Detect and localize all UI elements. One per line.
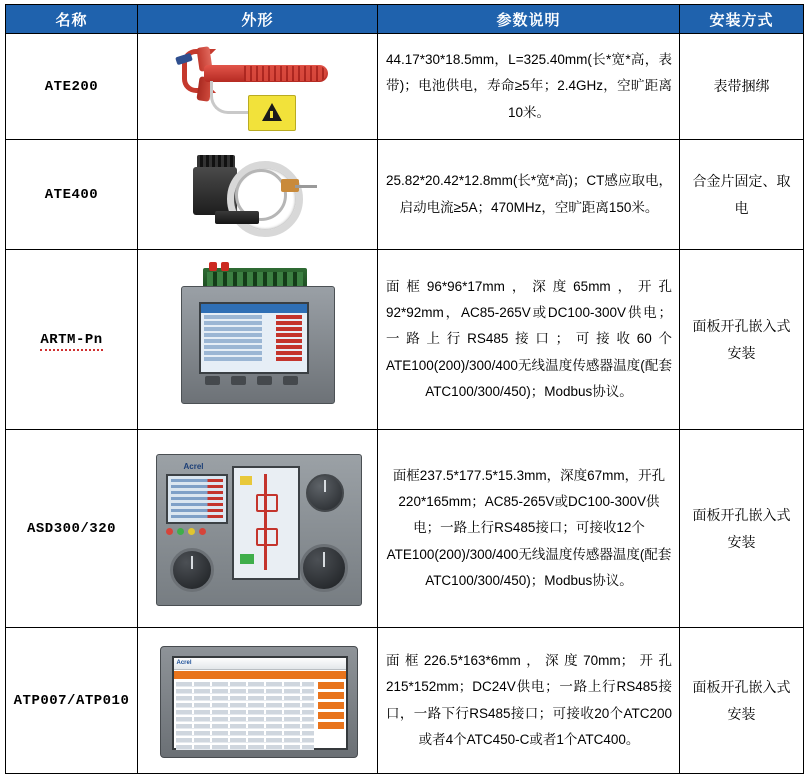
meter-display-rows-shape — [201, 313, 307, 365]
column-header-appearance: 外形 — [138, 5, 378, 34]
hmi-brand-label: Acrel — [176, 660, 192, 666]
product-parameters-cell: 25.82*20.42*12.8mm(长*宽*高)；CT感应取电，启动电流≥5A；470MHz，空旷距离150米。 — [378, 140, 680, 250]
table-header-row — [6, 5, 804, 34]
monitor-selector-knob-top — [306, 474, 344, 512]
brand-label: Acrel — [183, 461, 204, 471]
installation-method-cell: 面板开孔嵌入式安装 — [680, 430, 804, 628]
meter-red-terminal-shape — [209, 262, 217, 271]
meter-red-terminal-shape-2 — [221, 262, 229, 271]
installation-method-cell: 面板开孔嵌入式安装 — [680, 628, 804, 774]
product-image-cell — [138, 140, 378, 250]
product-parameters-cell: 面框226.5*163*6mm，深度70mm；开孔215*152mm；DC24V供电；一路上行RS485接口，一路下行RS485接口；可接收20个ATC200或者4个ATC450-C或者1个ATC400。 — [378, 628, 680, 774]
product-image-cell — [138, 628, 378, 774]
monitor-selector-knob-bottom-left — [170, 548, 214, 592]
table-row — [6, 34, 804, 140]
product-parameters-cell: 44.17*30*18.5mm，L=325.40mm(长*宽*高，表带)；电池供电，寿命≥5年；2.4GHz，空旷距离10米。 — [378, 34, 680, 140]
product-name-text: ATP007/ATP010 — [13, 692, 130, 709]
meter-display-header-shape — [201, 304, 307, 313]
ct-lead-wire-shape — [295, 185, 317, 188]
sensor-ridges-shape — [244, 66, 326, 81]
monitor-indicator-leds-shape — [166, 528, 224, 538]
installation-method-cell: 表带捆绑 — [680, 34, 804, 140]
warning-triangle-icon — [262, 103, 282, 121]
product-name-cell — [6, 34, 138, 140]
column-header-name: 名称 — [6, 5, 138, 34]
meter-display-shape — [199, 302, 309, 374]
table-row — [6, 250, 804, 430]
product-image-cell — [138, 430, 378, 628]
hmi-side-buttons-shape — [316, 680, 346, 748]
table-row — [6, 628, 804, 774]
touch-panel-hmi-image — [152, 640, 364, 762]
hmi-data-grid-shape — [174, 680, 316, 748]
table-row — [6, 140, 804, 250]
switchgear-status-monitor-image — [148, 440, 368, 618]
product-parameters-cell: 面框96*96*17mm，深度65mm，开孔92*92mm，AC85-265V或DC100-300V供电；一路上行RS485接口；可接收60个ATE100(200)/300/400无线温度传感器温度(配套ATC100/300/450)；Modbus协议。 — [378, 250, 680, 430]
hmi-screen-shape — [172, 656, 348, 750]
installation-method-cell: 面板开孔嵌入式安装 — [680, 250, 804, 430]
product-name-cell — [6, 430, 138, 628]
monitor-selector-knob-bottom-right — [300, 544, 348, 592]
product-name-cell — [6, 250, 138, 430]
column-header-installation: 安装方式 — [680, 5, 804, 34]
meter-buttons-shape — [205, 376, 299, 388]
product-spec-table — [5, 4, 804, 774]
product-name-text: ARTM-Pn — [40, 332, 102, 351]
hmi-toolbar-shape — [174, 671, 346, 679]
warning-tag-shape — [248, 95, 296, 131]
clamp-temperature-sensor-image — [152, 41, 364, 133]
product-image-cell — [138, 34, 378, 140]
product-name-text: ASD300/320 — [26, 520, 116, 537]
product-image-cell — [138, 250, 378, 430]
hmi-titlebar-shape — [174, 658, 346, 670]
monitor-mimic-diagram-shape — [232, 466, 300, 580]
hmi-content-shape — [174, 680, 346, 748]
sensor-base-shape — [215, 211, 259, 224]
column-header-parameters: 参数说明 — [378, 5, 680, 34]
product-name-text: ATE400 — [44, 186, 99, 203]
product-name-text: ATE200 — [44, 78, 99, 95]
ct-powered-sensor-image — [183, 147, 333, 243]
monitor-lcd-shape — [166, 474, 228, 524]
table-row — [6, 430, 804, 628]
product-name-cell — [6, 140, 138, 250]
product-parameters-cell: 面框237.5*177.5*15.3mm，深度67mm，开孔220*165mm；AC85-265V或DC100-300V供电；一路上行RS485接口；可接收12个ATE100(200)/300/400无线温度传感器温度(配套ATC100/300/450)；Modbus协议。 — [378, 430, 680, 628]
panel-meter-image — [165, 260, 351, 420]
installation-method-cell: 合金片固定、取电 — [680, 140, 804, 250]
product-name-cell — [6, 628, 138, 774]
